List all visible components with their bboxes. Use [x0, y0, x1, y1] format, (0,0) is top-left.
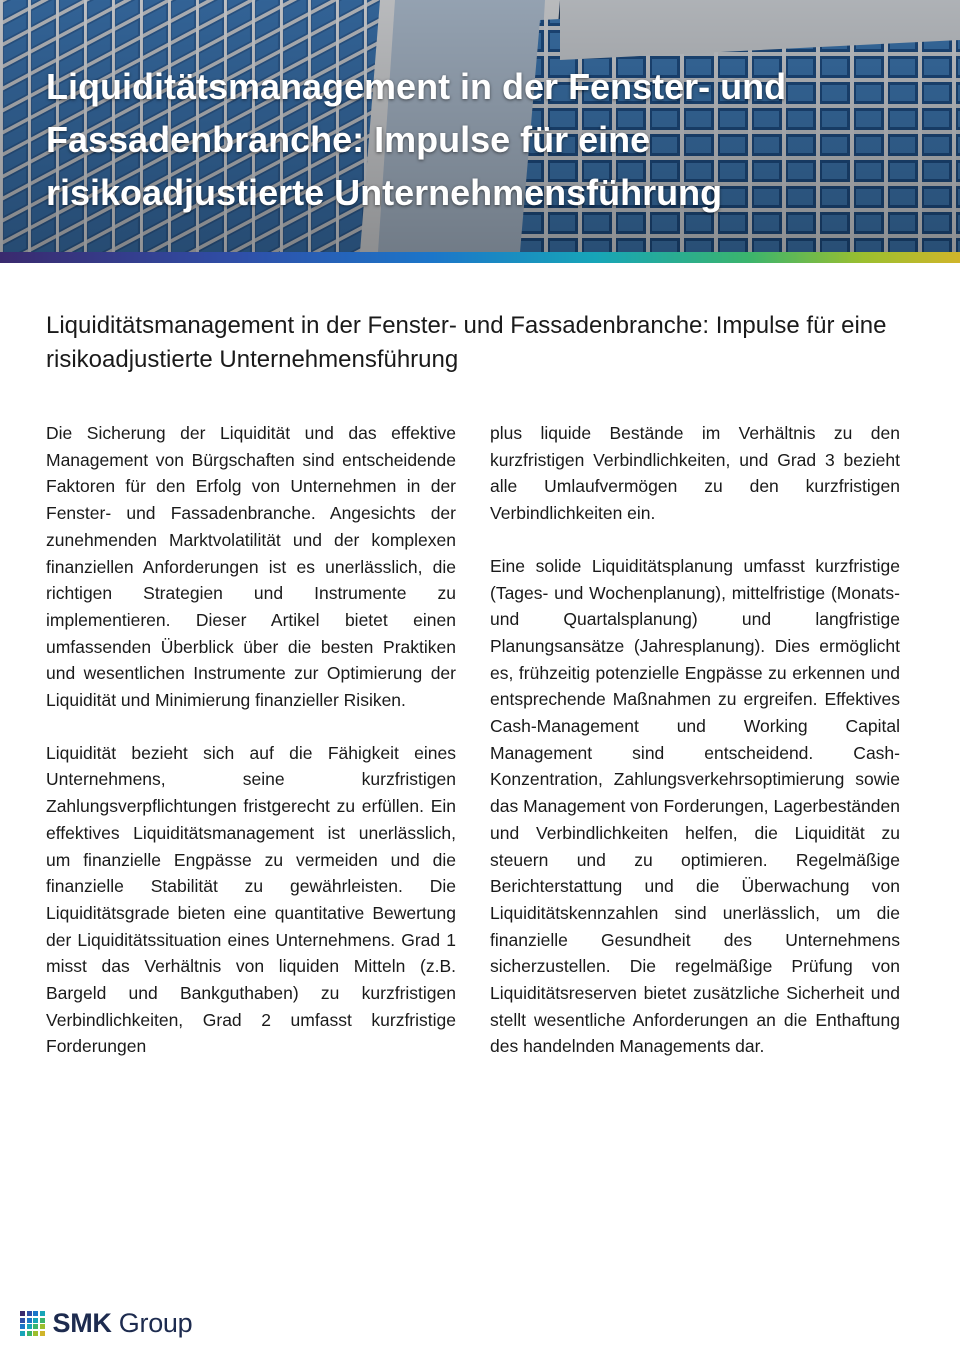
- left-column: [46, 420, 456, 1086]
- right-column: [490, 420, 900, 1086]
- paragraph: plus liquide Bestände im Verhältnis zu den kurzfristigen Verbindlichkeiten, und Grad 3 bezieht alle Umlaufvermögen zu den kurzfristigen Verbindlichkeiten ein.: [490, 423, 900, 524]
- smk-group-logo: [20, 1308, 192, 1339]
- hero-title: Liquiditätsmanagement in der Fenster- und Fassadenbranche: Impulse für eine risikoadjustierte Unternehmensführung: [46, 66, 787, 213]
- logo-wordmark: [53, 1308, 193, 1339]
- article-heading: Liquiditätsmanagement in der Fenster- und Fassadenbranche: Impulse für eine risikoadjustierte Unternehmensführung: [46, 312, 887, 373]
- paragraph: Eine solide Liquiditätsplanung umfasst kurzfristige (Tages- und Wochenplanung), mittelfristige (Monats- und Quartalsplanung) und langfristige Planungsansätze (Jahresplanung). Dies ermöglicht es, frühzeitig potenzielle Engpässe zu erkennen und entsprechende Maßnahmen zu ergreifen. Effektives Cash-Management und Working Capital Management sind entscheidend. Cash-Konzentration, Zahlungsverkehrsoptimierung sowie das Management von Forderungen, Lagerbeständen und Verbindlichkeiten helfen, die Liquidität zu steuern und zu optimieren. Regelmäßige Berichterstattung und die Überwachung von Liquiditätskennzahlen sind unerlässlich, um die finanzielle Gesundheit des Unternehmens sicherzustellen. Die regelmäßige Prüfung von Liquiditätsreserven bietet zusätzliche Sicherheit und stellt wesentliche Anforderungen an die Enthaftung des handelnden Managements dar.: [490, 555, 900, 1057]
- hero-banner: [0, 0, 960, 252]
- paragraph: Liquidität bezieht sich auf die Fähigkeit eines Unternehmens, seine kurzfristigen Zahlungsverpflichtungen fristgerecht zu erfüllen. Ein effektives Liquiditätsmanagement ist unerlässlich, um finanzielle Engpässe zu vermeiden und die finanzielle Stabilität zu gewährleisten. Die Liquiditätsgrade bieten eine quantitative Bewertung der Liquiditätssituation eines Unternehmens. Grad 1 misst das Verhältnis von liquiden Mitteln (z.B. Bargeld und Bankguthaben) zu kurzfristigen Verbindlichkeiten, Grad 2 umfasst kurzfristige Forderungen: [46, 742, 456, 1057]
- accent-gradient-bar: [0, 252, 960, 263]
- logo-bold-text: SMK: [52, 1308, 112, 1338]
- grid-logo-icon: [20, 1311, 45, 1336]
- paragraph: Die Sicherung der Liquidität und das effektive Management von Bürgschaften sind entscheidende Faktoren für den Erfolg von Unternehmen in der Fenster- und Fassadenbranche. Angesichts der zunehmenden Marktvolatilität und der komplexen finanziellen Anforderungen ist es unerlässlich, die richtigen Strategien und Instrumente zu implementieren. Dieser Artikel bietet einen umfassenden Überblick über die besten Praktiken und wesentlichen Instrumente zur Optimierung der Liquidität und Minimierung finanzieller Risiken.: [46, 423, 456, 711]
- logo-light-text: Group: [111, 1308, 193, 1338]
